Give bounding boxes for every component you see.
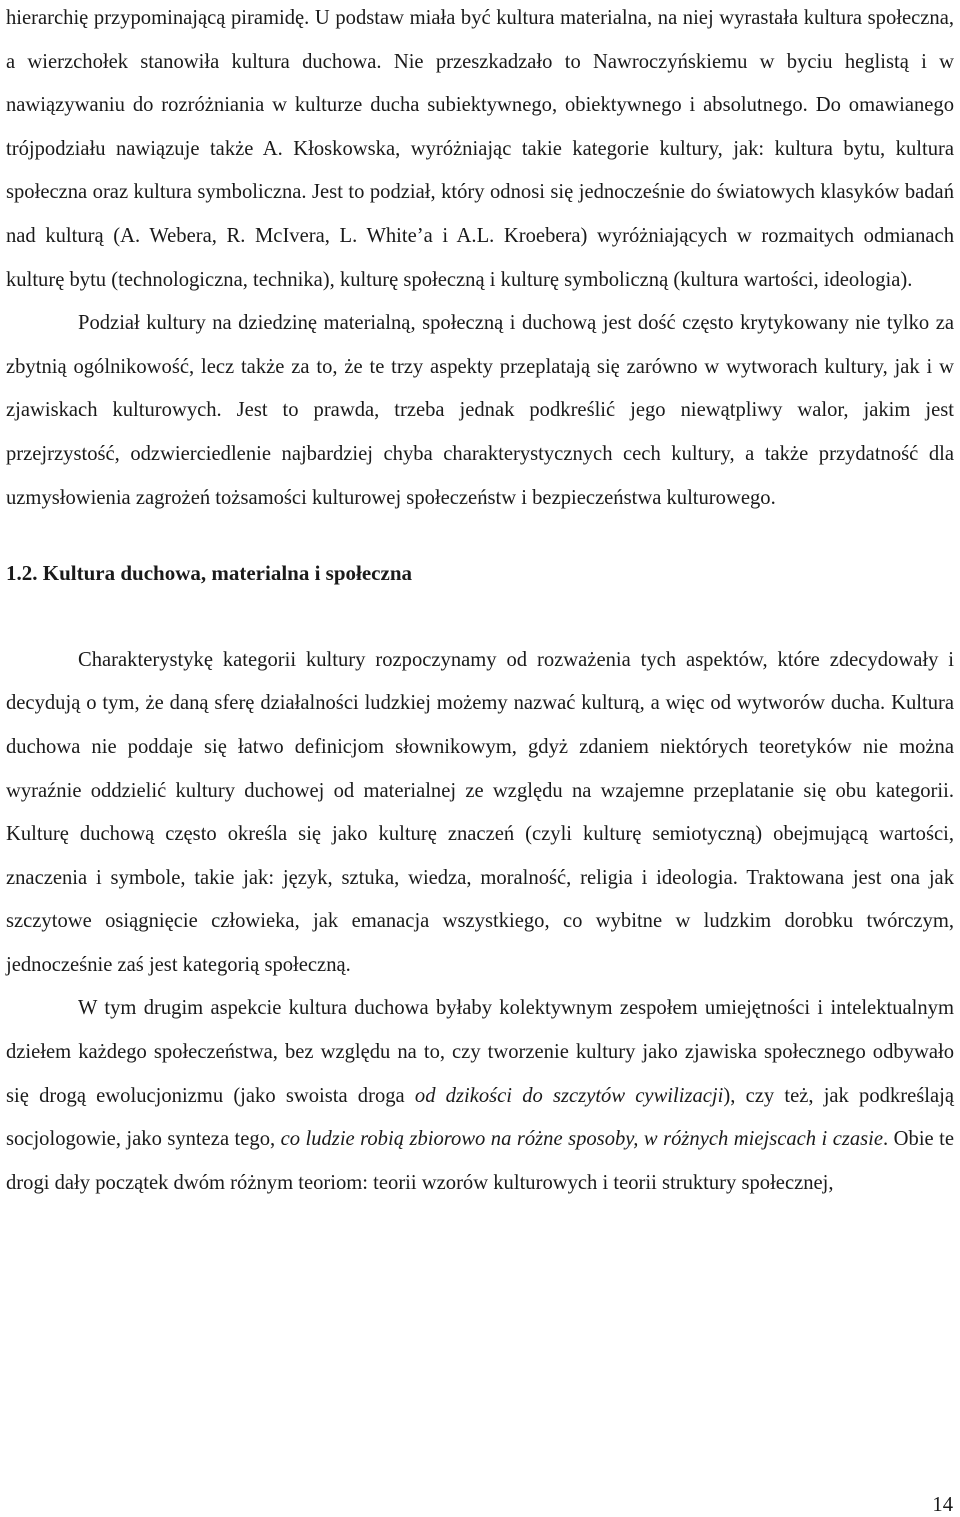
text-run: ), czy też, jak podkreślają socjologowie, jako synteza tego, (6, 1084, 954, 1151)
page-number: 14 (932, 1494, 953, 1516)
section-number: 1.2. (6, 561, 38, 586)
section-heading (6, 552, 954, 596)
paragraph-continuation: hierarchię przypominającą piramidę. U podstaw miała być kultura materialna, na niej wyrastała kultura społeczna, a wierzchołek stanowiła kultura duchowa. Nie przeszkadzało to Nawroczyńskiemu w byciu heglistą i w nawiązywaniu do rozróżniania w kulturze ducha subiektywnego, obiektywnego i absolutnego. Do omawianego trójpodziału nawiązuje także A. Kłoskowska, wyróżniając takie kategorie kultury, jak: kultura bytu, kultura społeczna oraz kultura symboliczna. Jest to podział, który odnosi się jednocześnie do światowych klasyków badań nad kulturą (A. Webera, R. McIvera, L. White’a i A.L. Kroebera) wyróżniających w rozmaitych odmianach kulturę bytu (technologiczna, technika), kulturę społeczną i kulturę symboliczną (kultura wartości, ideologia). (6, 7, 954, 291)
paragraph-collective-aspect (6, 987, 954, 1205)
text-run: . Obie te drogi dały początek dwóm różnym teoriom: teorii wzorów kulturowych i teorii struktury społecznej, (6, 1128, 954, 1194)
text-run: W tym drugim aspekcie kultura duchowa byłaby kolektywnym zespołem umiejętności i intelektualnym dziełem każdego społeczeństwa, bez względu na to, czy tworzenie kultury jako zjawiska społecznego odbywało się drogą ewolucjonizmu (jako swoista droga (6, 997, 954, 1107)
paragraph-spiritual-culture: Charakterystykę kategorii kultury rozpoczynamy od rozważenia tych aspektów, które zdecydowały i decydują o tym, że daną sferę działalności ludzkiej możemy nazwać kulturą, a więc od wytworów ducha. Kultura duchowa nie poddaje się łatwo definicjom słownikowym, gdyż zdaniem niektórych teoretyków nie można wyraźnie oddzielić kultury duchowej od materialnej ze względu na wzajemne przeplatanie się obu kategorii. Kulturę duchową często określa się jako kulturę znaczeń (czyli kulturę semiotyczną) obejmującą wartości, znaczenia i symbole, takie jak: język, sztuka, wiedza, moralność, religia i ideologia. Traktowana jest ona jak szczytowe osiągnięcie człowieka, jak emanacja wszystkiego, co wybitne w ludzkim dorobku twórczym, jednocześnie zaś jest kategorią społeczną. (6, 648, 954, 976)
paragraph-criticism: Podział kultury na dziedzinę materialną, społeczną i duchową jest dość często krytykowany nie tylko za zbytnią ogólnikowość, lecz także za to, że te trzy aspekty przeplatają się zarówno w wytworach kultury, jak i w zjawiskach kulturowych. Jest to prawda, trzeba jednak podkreślić jego niewątpliwy walor, jakim jest przejrzystość, odzwierciedlenie najbardziej chyba charakterystycznych cech kultury, a także przydatność dla uzmysłowienia zagrożeń tożsamości kulturowej społeczeństw i bezpieczeństwa kulturowego. (6, 312, 954, 509)
document-page (6, 0, 954, 1205)
italic-phrase: od dzikości do szczytów cywilizacji (414, 1084, 724, 1107)
italic-phrase: co ludzie robią zbiorowo na różne sposoby, w różnych miejscach i czasie (280, 1128, 884, 1151)
section-title: Kultura duchowa, materialna i społeczna (42, 561, 413, 586)
